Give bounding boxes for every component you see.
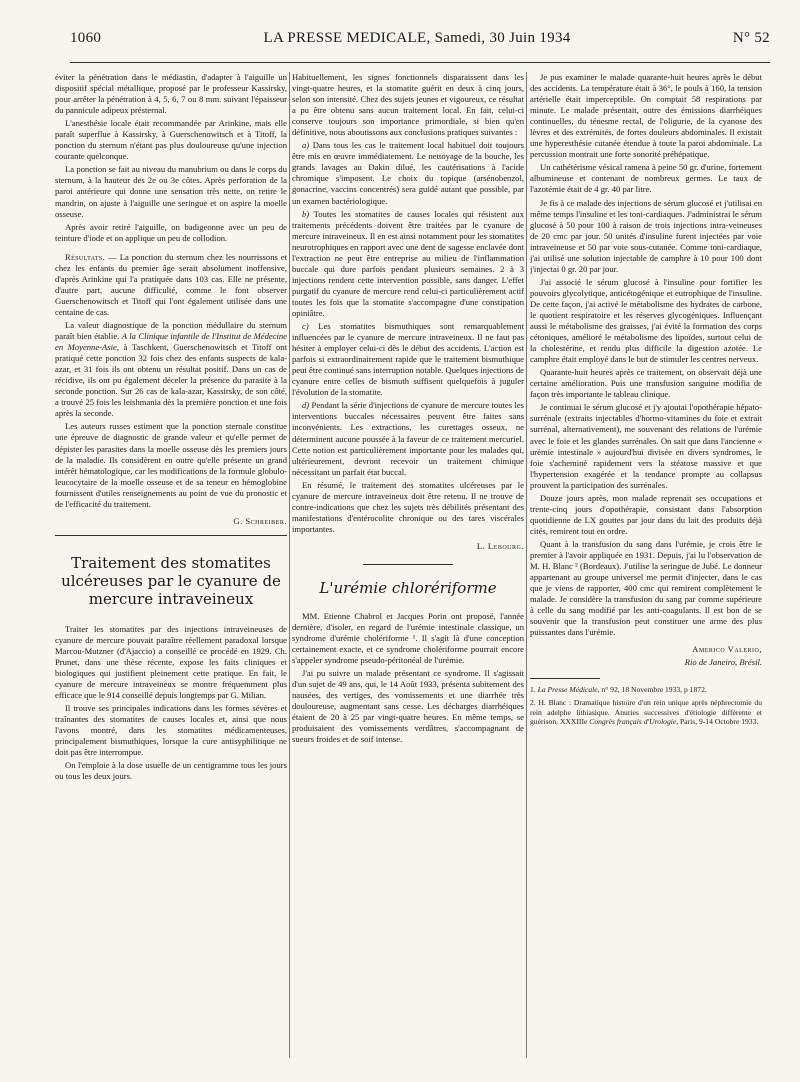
column-2 — [292, 72, 524, 1058]
footnote: 1. La Presse Médicale, n° 92, 18 Novembre 1933, p 1872. — [530, 685, 707, 695]
paragraph: MM. Etienne Chabrol et Jacques Porin ont proposé, l'année dernière, d'isoler, en regard de l'urémie intestinale classique, un syndrome d'urémie cholériforme ¹. Il s'agit là d'une conception certainement exacte, et ce syndrome cholériforme pourrait encore s'appeler syndrome pseudo-péritonéal de l'urémie. — [292, 610, 524, 666]
paragraph: Quant à la transfusion du sang dans l'urémie, je crois être le premier à l'avoir appliquée en 1931. Depuis, j'ai lu l'observation de M. H. Blanc ² (Bordeaux). J'utilise la seringue de Jubé. Le donneur appartenant au groupe universel me permit d'injecter, dans le cas que je viens de rapporter, 400 cmc qui remirent complètement le malade. Je considère la transfusion du sang par comme supérieure à celle du sang modifié par les anti-coagulants. Il est bon de se souvenir que la transfusion peut constituer une arme des plus puissantes dans l'urémie. — [530, 538, 762, 638]
paragraph: Résultats. — La ponction du sternum chez les nourrissons et chez les enfants du premier âge serait absolument inoffensive, d'après Arinkine qui l'a pratiquée dans 103 cas. Elle ne présente, d'autre part, aucune difficulté, comme le font observer Guerschenowitsch et Titoff qui l'ont également utilisée dans une centaine de cas. — [55, 251, 287, 317]
paragraph: Je continuai le sérum glucosé et j'y ajoutai l'opothérapie hépato-surrénale (extraits injectables d'hormo-vitamines du foie et extrait surrénal, alternativement), me souvenant des relations de l'urémie avec le foie et les glandes surrénales. On sait que dans l'ancienne « urémie intestinale » aujourd'hui divisée en divers syndromes, le foie s'acheminé rapidement vers la stéatose massive et que l'hypertension exagérée et la tendance prompte au collapsus prouvent la participation des surrénales. — [530, 402, 762, 490]
issue-number: N° 52 — [732, 30, 770, 46]
paragraph: J'ai associé le sérum glucosé à l'insuline pour fortifier les pouvoirs glycolytique, anticétogénique et eutrophique de l'insuline. De cette façon, j'ai activé le métabolisme des hydrates de carbone, le quotient respiratoire et les réserves glycogéniques. Influençant aussi le métabolisme des graisses, j'ai évité la formation des corps cétoniques, amélioré le métabolisme des lipoïdes, surtout celui de la cholestérine, et rendu plus difficile la digestion azotée. Le camphre était employé dans le but de stimuler les centres nerveux. — [530, 276, 762, 365]
column-3 — [530, 72, 762, 1058]
column-divider — [289, 72, 290, 1058]
column-1 — [55, 72, 287, 1058]
page-header — [70, 30, 770, 63]
paragraph: J'ai pu suivre un malade présentant ce syndrome. Il s'agissait d'un sujet de 49 ans, qui, le 14 Août 1933, présenta subitement des nausées, des vertiges, des vomissements et une diarrhée très douloureuse, augmentant sans cesse. Les décharges diarrhéiques étaient de 20 à 25 par vingt-quatre heures. En même temps, se produisaient des vomissements verdâtres, s'accompagnant de sueurs froides et de soif intense. — [292, 668, 524, 745]
paragraph: La ponction se fait au niveau du manubrium ou dans le corps du sternum, à la hauteur des 2e ou 3e côtes. Après perforation de la paroi antérieure qui donne une sensation très nette, on retire le mandrin, on ajuste à l'aiguille une seringue et on aspire la moelle osseuse. — [55, 164, 287, 219]
section-rule — [363, 564, 453, 565]
author-signature: L. Lebourg. — [476, 540, 524, 551]
paragraph: Quarante-huit heures après ce traitement, on observait déjà une certaine amélioration. Puis une transfusion sanguine modifia de façon très importante le tableau clinique. — [530, 367, 762, 400]
footnote-rule — [530, 678, 600, 679]
clinic-name: A la Clinique infantile de l'Institut de Médecine en Moyenne-Asie, — [55, 331, 287, 353]
footnote: 2. H. Blanc : Dramatique histoire d'un rein unique après néphrectomie du rein adelphe lithiasique. Anuries successives d'étiologie différente et guérison. XXXIIIe Congrès français d'Urologie, Paris, 9-14 Octobre 1933. — [530, 698, 762, 727]
paragraph: Je pus examiner le malade quarante-huit heures après le début des accidents. La température était à 36°, le pouls à 160, la tension artérielle était imperceptible. On comptait 58 respirations par minute. Le malade présentait, outre des émissions diarrhéiques continuelles, du ténesme rectal, de l'oligurie, de la cyanose des lèvres et des extrémités, de fortes douleurs abdominales. Il existait une hyperesthésie cutanée étendue à toute la paroi abdominale. La percussion montrait une forte sonorité préhépatique. — [530, 72, 762, 160]
paragraph: c) Les stomatites bismuthiques sont remarquablement influencées par le cyanure de mercure intraveineux. Il ne faut pas hésiter à employer celui-ci dès le début des accidents. L'action est parfois si extraordinairement rapide que le traitement bismuthique peut être continué sans interruption notable. Quelques injections de cyanure entre celles de bismuth suffisent quelquefois à juguler l'évolution de la stomatite. — [292, 321, 524, 398]
paragraph: Habituellement, les signes fonctionnels disparaissent dans les vingt-quatre heures, et la stomatite guérit en deux à cinq jours, selon son intensité. Chez des sujets jeunes et vigoureux, ce résultat a pu être obtenu sans aucun traitement local. En fait, celui-ci conserve toujours son importance primordiale, si bien qu'en définitive, nous aboutissons aux conclusions pratiques suivantes : — [292, 72, 524, 138]
paragraph: Traiter les stomatites par des injections intraveineuses de cyanure de mercure pouvait paraître réellement paradoxal lorsque Marcou-Mutzner (d'Ajaccio) a conseillé ce procédé en 1929. Ch. Prunet, dans une thèse récente, expose les faits cliniques et biologiques qui justifient pleinement cette pratique. En fait, le cyanure de mercure intraveineux se montre fréquemment plus efficace que le 914 conseillé depuis longtemps par G. Milian. — [55, 623, 287, 701]
paragraph: a) Dans tous les cas le traitement local habituel doit toujours être mis en œuvre immédiatement. Le nettoyage de la bouche, les grands lavages au Dakin dilué, les cautérisations à l'acide chromique s'imposent. Le choix du topique (arsénobenzol, gonacrine, vaccins concentrés) sera guidé autant que possible, par un examen bactériologique. — [292, 140, 524, 206]
author-signature: Americo Valerio, — [692, 644, 762, 655]
issue-date: Samedi, 30 Juin 1934 — [434, 30, 571, 46]
paragraph: On l'emploie à la dose usuelle de un centigramme tous les jours ou tous les deux jours. — [55, 760, 287, 782]
paragraph: Il trouve ses principales indications dans les formes sévères et traînantes des stomatites de causes locales et, ainsi que nous l'avons montré, dans les stomatites médicamenteuses, principalement bismuthiques, lorsque la cure antisyphilitique ne doit pas être interrompue. — [55, 703, 287, 758]
paragraph: Je fis à ce malade des injections de sérum glucosé et j'utilisai en même temps l'insuline et les toni-cardiaques. J'administrai le sérum glucosé à 50 pour 100 à raison de trois injections intra-veineuses de 20 cmc par jour. 50 unités d'insuline furent injectées par voie intraveineuse et 50 par voie sous-cutanée. Comme toni-cardiaque, j'ai utilisé une solution injectable de camphre à 10 pour 100 dont j'injectai 0 gr. 20 par jour. — [530, 197, 762, 274]
author-location: Rio de Janeiro, Brésil. — [684, 657, 762, 668]
paragraph: L'anesthésie locale était recommandée par Arinkine, mais elle paraît superflue à Kassirsky, à Guerschenowitsch et à Titoff, la ponction du sternum n'étant pas plus douloureuse qu'une injection courante quelconque. — [55, 118, 287, 162]
page-number: 1060 — [70, 30, 102, 46]
paragraph: éviter la pénétration dans le médiastin, d'adapter à l'aiguille un dispositif spécial métallique, proposé par le professeur Kassirsky, pour arrêter la pénétration à 4, 5, 6, 7 ou 8 mm. suivant l'épaisseur du pannicule adipeux présternal. — [55, 72, 287, 116]
paragraph: La valeur diagnostique de la ponction médullaire du sternum paraît bien établie. A la Clinique infantile de l'Institut de Médecine en Moyenne-Asie, à Taschkent, Guerschenowitsch et Titoff ont pratiqué cette ponction 32 fois chez des enfants suspects de kala-azar, et 31 fois ils ont obtenu un résultat positif. Dans un cas de récidive, ils ont pu également déceler la présence du parasite à la seconde ponction. Sur 26 cas de kala-azar, Kassirsky, de son côté, a trouvé 25 fois les leishmania dès la première ponction et une fois après la seconde. — [55, 319, 287, 419]
paragraph: Après avoir retiré l'aiguille, on badigeonne avec un peu de teinture d'iode et on applique un peu de collodion. — [55, 221, 287, 243]
paragraph: Un cathétérisme vésical ramena à peine 50 gr. d'urine, fortement albumineuse et contenant de nombreux germes. Le taux de l'azotémie était de 4 gr. 40 par litre. — [530, 162, 762, 195]
author-signature: G. Schreiber. — [233, 515, 287, 526]
paragraph: d) Pendant la série d'injections de cyanure de mercure toutes les interventions buccales nécessaires peuvent être faites sans inconvénients. Les extractions, les curettages osseux, ne déterminent aucune poussée à la faveur de ce traitement mercuriel. Cette notion est particulièrement importante pour les malades qui, ultérieurement, devront recevoir un traitement chimique nécessitant un parfait état buccal. — [292, 400, 524, 477]
paragraph: b) Toutes les stomatites de causes locales qui résistent aux traitements précédents doivent être traitées par le cyanure de mercure intraveineux. Il en est ainsi notamment pour les stomatites neurotrophiques en rapport avec une dent de sagesse enclavée dont l'extraction ne peut être entreprise au milieu de l'inflammation buccale qui dure parfois pendant plusieurs semaines. 2 à 3 injections rendent cette intervention possible, sans danger. L'effet purgatif du cyanure de mercure rend celui-ci particulièrement actif toutes les fois que la stomatite s'accompagne d'une constipation opiniâtre. — [292, 208, 524, 318]
column-divider — [526, 72, 527, 1058]
paragraph: En résumé, le traitement des stomatites ulcéreuses par le cyanure de mercure intraveineux doit être retenu. Il ne trouve de contre-indications que chez les sujets très débilités présentant des manifestations d'entérocolite chronique ou des tares viscérales importantes. — [292, 479, 524, 534]
paragraph: Douze jours après, mon malade reprenait ses occupations et trente-cinq jours d'opothérapie, consistant dans l'absorption quotidienne de LX gouttes par jour dans du lait des produits déjà cités, remirent tout en ordre. — [530, 492, 762, 536]
paragraph: Les auteurs russes estiment que la ponction sternale constitue une épreuve de diagnostic de grande valeur et qu'elle permet de dépister les parasites dans la moelle osseuse dès les premiers jours de la maladie. Ils considèrent en outre qu'elle présente un grand intérêt hématologique, car les modifications de la formule globulo-leucocytaire de la moelle osseuse et de sa teneur en hémoglobine fournissent d'utiles renseignements au point de vue du pronostic et de l'efficacité du traitement. — [55, 421, 287, 509]
article-title: L'urémie chlorériforme — [319, 578, 497, 597]
results-label: Résultats. — [65, 251, 106, 262]
section-rule — [55, 535, 287, 536]
journal-name: LA PRESSE MEDICALE, — [263, 30, 431, 46]
article-title: Traitement des stomatites ulcéreuses par le cyanure de mercure intraveineux — [61, 553, 281, 608]
running-head — [101, 30, 733, 47]
